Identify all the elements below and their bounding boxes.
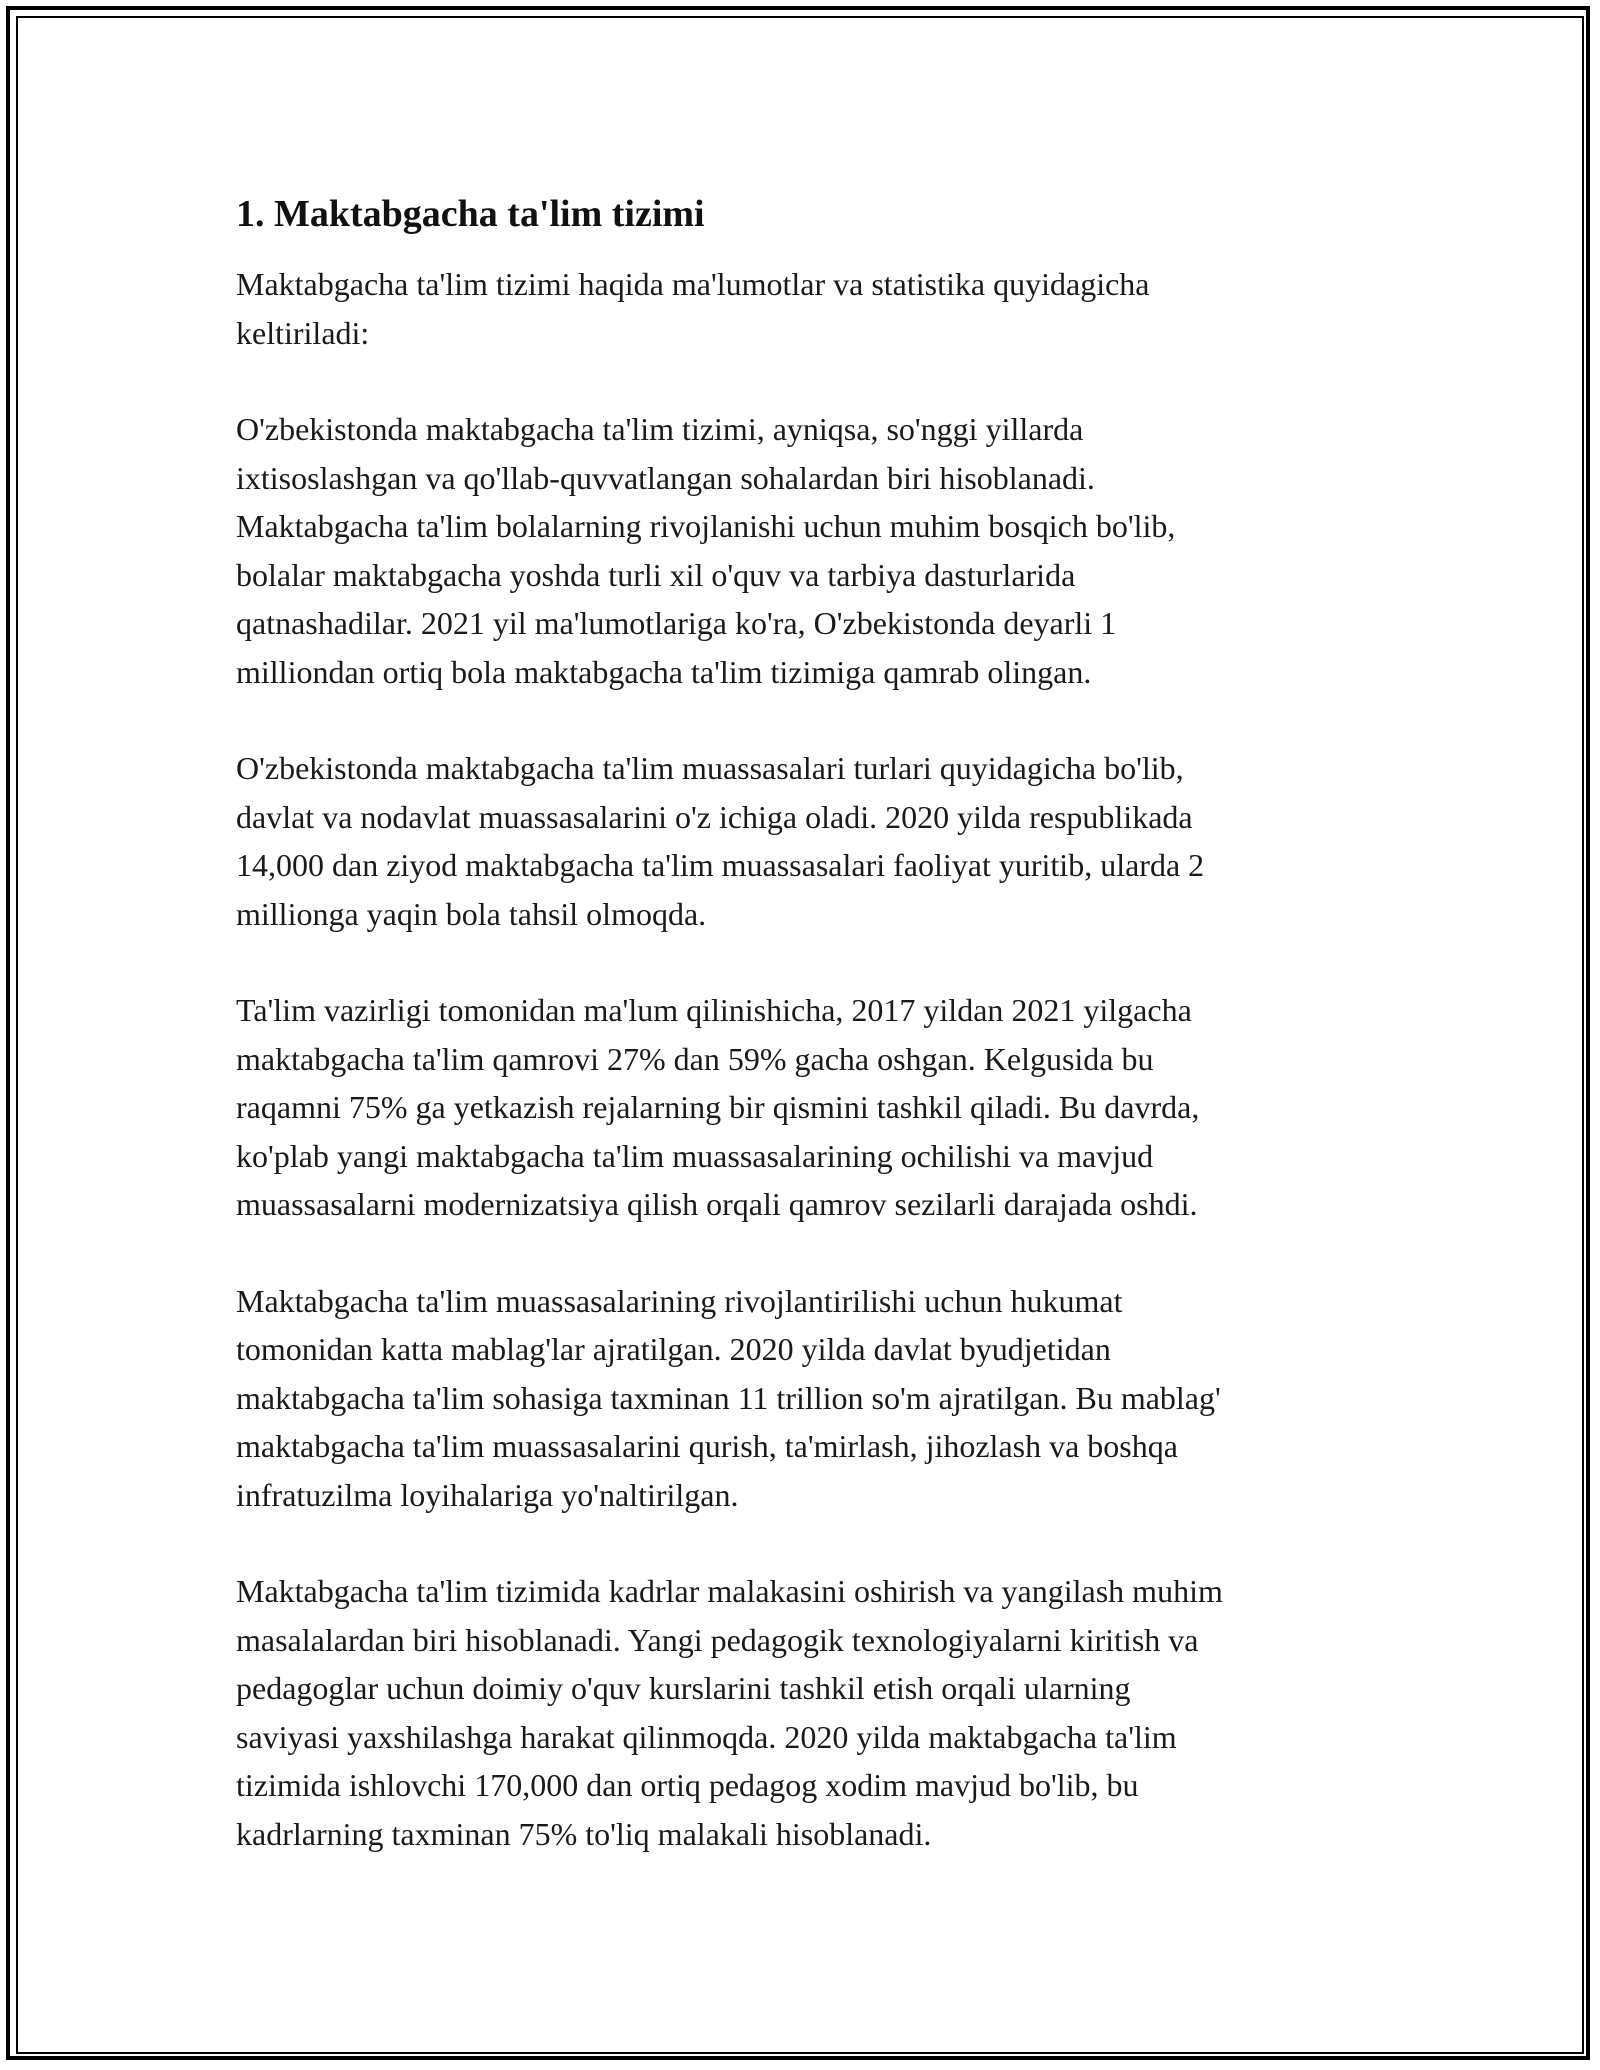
text-line: maktabgacha ta'lim sohasiga taxminan 11 trillion so'm ajratilgan. Bu mablag' bbox=[236, 1379, 1221, 1416]
text-line: maktabgacha ta'lim qamrovi 27% dan 59% gacha oshgan. Kelgusida bu bbox=[236, 1040, 1154, 1077]
text-line: ko'plab yangi maktabgacha ta'lim muassasalarining ochilishi va mavjud bbox=[236, 1137, 1154, 1174]
text-line: tizimida ishlovchi 170,000 dan ortiq pedagog xodim mavjud bo'lib, bu bbox=[236, 1767, 1139, 1803]
text-line: pedagoglar uchun doimiy o'quv kurslarini tashkil etish orqali ularning bbox=[236, 1670, 1131, 1706]
paragraph-2 bbox=[236, 744, 1376, 938]
section-heading: 1. Maktabgacha ta'lim tizimi bbox=[236, 193, 705, 235]
text-line: O'zbekistonda maktabgacha ta'lim muassasalari turlari quyidagicha bo'lib, bbox=[236, 750, 1184, 786]
paragraph-4 bbox=[236, 1277, 1376, 1520]
text-line: maktabgacha ta'lim muassasalarini qurish, ta'mirlash, jihozlash va boshqa bbox=[236, 1428, 1178, 1464]
text-line: raqamni 75% ga yetkazish rejalarning bir qismini tashkil qiladi. Bu davrda, bbox=[236, 1089, 1200, 1125]
text-line: saviyasi yaxshilashga harakat qilinmoqda. 2020 yilda maktabgacha ta'lim bbox=[236, 1718, 1177, 1755]
text-line: kadrlarning taxminan 75% to'liq malakali hisoblanadi. bbox=[236, 1815, 932, 1852]
intro-paragraph bbox=[236, 260, 1376, 357]
text-line: millionga yaqin bola tahsil olmoqda. bbox=[236, 895, 707, 932]
text-line: infratuzilma loyihalariga yo'naltirilgan. bbox=[236, 1476, 739, 1513]
text-line: Maktabgacha ta'lim tizimida kadrlar malakasini oshirish va yangilash muhim bbox=[236, 1573, 1223, 1609]
text-line: qatnashadilar. 2021 yil ma'lumotlariga ko'ra, O'zbekistonda deyarli 1 bbox=[236, 605, 1117, 641]
text-line: davlat va nodavlat muassasalarini o'z ichiga oladi. 2020 yilda respublikada bbox=[236, 798, 1193, 835]
text-line: Maktabgacha ta'lim muassasalarining rivojlantirilishi uchun hukumat bbox=[236, 1282, 1123, 1319]
document-body bbox=[236, 186, 1376, 1858]
text-line: ixtisoslashgan va qo'llab-quvvatlangan sohalardan biri hisoblanadi. bbox=[236, 459, 1095, 496]
text-line: Maktabgacha ta'lim bolalarning rivojlanishi uchun muhim bosqich bo'lib, bbox=[236, 508, 1176, 544]
paragraph-5 bbox=[236, 1567, 1376, 1858]
text-line: tomonidan katta mablag'lar ajratilgan. 2020 yilda davlat byudjetidan bbox=[236, 1331, 1111, 1367]
text-line: 14,000 dan ziyod maktabgacha ta'lim muassasalari faoliyat yuritib, ularda 2 bbox=[236, 847, 1205, 883]
paragraph-1 bbox=[236, 405, 1376, 696]
text-line: bolalar maktabgacha yoshda turli xil o'quv va tarbiya dasturlarida bbox=[236, 556, 1076, 593]
paragraph-3 bbox=[236, 986, 1376, 1229]
text-line: Ta'lim vazirligi tomonidan ma'lum qilinishicha, 2017 yildan 2021 yilgacha bbox=[236, 992, 1192, 1028]
text-line: O'zbekistonda maktabgacha ta'lim tizimi, ayniqsa, so'nggi yillarda bbox=[236, 411, 1084, 447]
text-line: muassasalarni modernizatsiya qilish orqali qamrov sezilarli darajada oshdi. bbox=[236, 1186, 1198, 1222]
text-line: milliondan ortiq bola maktabgacha ta'lim tizimiga qamrab olingan. bbox=[236, 653, 1092, 690]
text-line: masalalardan biri hisoblanadi. Yangi pedagogik texnologiyalarni kiritish va bbox=[236, 1621, 1199, 1658]
text-line: Maktabgacha ta'lim tizimi haqida ma'lumotlar va statistika quyidagicha bbox=[236, 266, 1150, 302]
text-line: keltiriladi: bbox=[236, 314, 370, 351]
